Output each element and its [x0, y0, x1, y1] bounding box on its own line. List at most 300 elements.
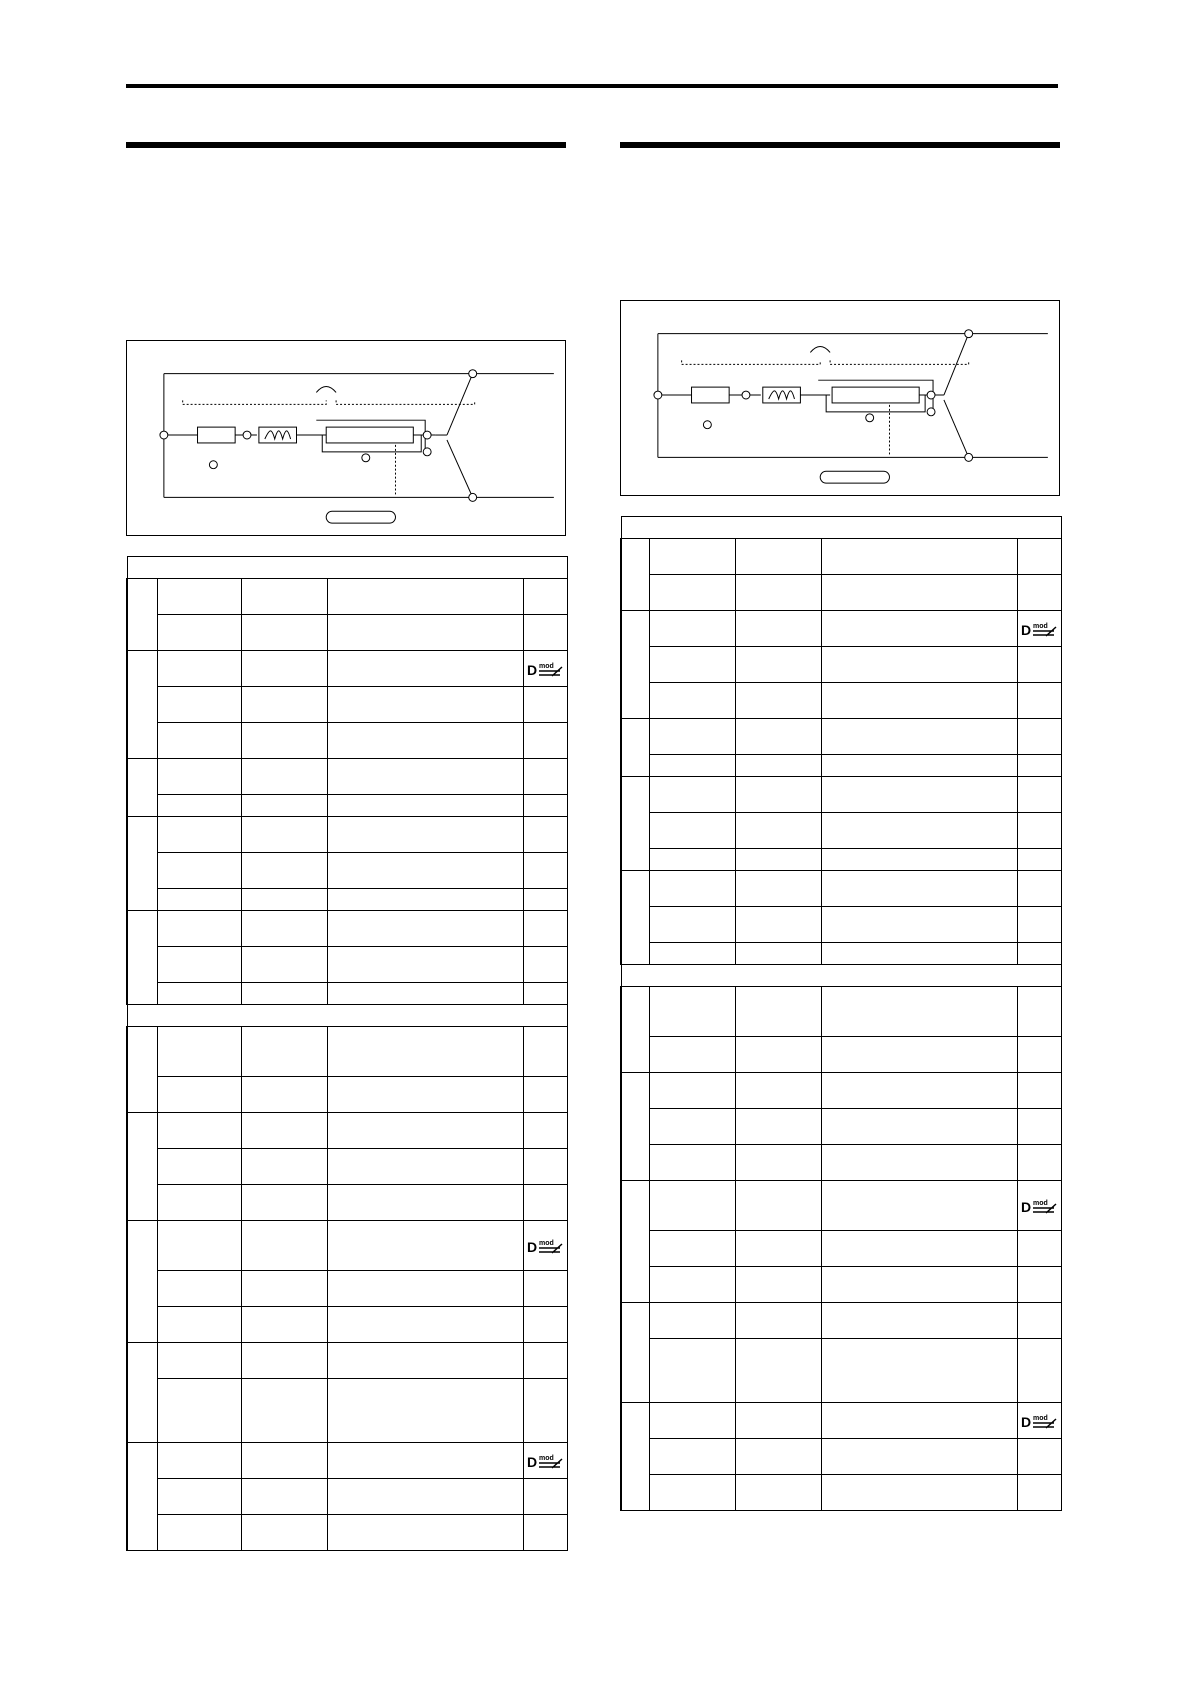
parameter-mod-cell: [523, 1443, 567, 1479]
right-diagram-svg: [621, 301, 1059, 495]
parameter-number-cell: [621, 777, 649, 871]
right-section-rule: [620, 142, 1060, 148]
table-row: [127, 817, 567, 853]
table-row: [127, 1343, 567, 1379]
table-row: [127, 1221, 567, 1271]
parameter-range-cell: [735, 755, 821, 777]
parameter-range-cell: [735, 1303, 821, 1339]
parameter-mod-cell: [1017, 1181, 1061, 1231]
parameter-name-cell: [157, 795, 241, 817]
table-row: [621, 1403, 1061, 1439]
table-row: [127, 1149, 567, 1185]
parameter-range-cell: [735, 575, 821, 611]
parameter-range-cell: [241, 1515, 327, 1551]
svg-text:mod: mod: [1033, 1199, 1048, 1207]
parameter-name-cell: [157, 911, 241, 947]
parameter-mod-cell: [1017, 1145, 1061, 1181]
section-header-cell: [621, 517, 1061, 539]
parameter-mod-cell: [1017, 1339, 1061, 1403]
parameter-range-cell: [735, 1231, 821, 1267]
table-section-header: [127, 557, 567, 579]
table-row: [127, 1185, 567, 1221]
table-row: [621, 1475, 1061, 1511]
parameter-range-cell: [241, 687, 327, 723]
parameter-description-cell: [327, 911, 523, 947]
parameter-range-cell: [735, 1073, 821, 1109]
parameter-description-cell: [821, 1181, 1017, 1231]
parameter-description-cell: [327, 723, 523, 759]
parameter-mod-cell: [523, 853, 567, 889]
parameter-name-cell: [157, 889, 241, 911]
page-top-rule: [126, 84, 1058, 88]
knob-icon: [703, 330, 972, 462]
parameter-name-cell: [157, 1271, 241, 1307]
parameter-mod-cell: [523, 1185, 567, 1221]
parameter-range-cell: [241, 911, 327, 947]
parameter-mod-cell: [523, 947, 567, 983]
parameter-description-cell: [327, 1027, 523, 1077]
parameter-mod-cell: [1017, 683, 1061, 719]
parameter-name-cell: [649, 1231, 735, 1267]
parameter-description-cell: [821, 1475, 1017, 1511]
d-mod-icon: [526, 1237, 564, 1255]
parameter-range-cell: [735, 719, 821, 755]
parameter-name-cell: [649, 813, 735, 849]
parameter-name-cell: [649, 1303, 735, 1339]
parameter-mod-cell: [1017, 1109, 1061, 1145]
parameter-mod-cell: [1017, 871, 1061, 907]
table-row: [621, 943, 1061, 965]
parameter-range-cell: [241, 1221, 327, 1271]
parameter-range-cell: [241, 817, 327, 853]
table-row: [621, 813, 1061, 849]
parameter-range-cell: [735, 777, 821, 813]
parameter-range-cell: [735, 987, 821, 1037]
parameter-mod-cell: [523, 889, 567, 911]
svg-text:D: D: [527, 661, 538, 678]
parameter-description-cell: [327, 1343, 523, 1379]
table-row: [127, 1515, 567, 1551]
parameter-mod-cell: [523, 1221, 567, 1271]
parameter-range-cell: [735, 1439, 821, 1475]
parameter-name-cell: [649, 539, 735, 575]
d-mod-icon: [526, 660, 564, 678]
parameter-number-cell: [127, 1113, 157, 1221]
parameter-range-cell: [241, 1271, 327, 1307]
parameter-mod-cell: [523, 651, 567, 687]
parameter-range-cell: [241, 1307, 327, 1343]
parameter-name-cell: [157, 1479, 241, 1515]
parameter-name-cell: [649, 575, 735, 611]
parameter-range-cell: [735, 849, 821, 871]
parameter-number-cell: [621, 1073, 649, 1181]
parameter-description-cell: [327, 889, 523, 911]
svg-text:D: D: [527, 1238, 538, 1255]
parameter-description-cell: [327, 651, 523, 687]
left-section-rule: [126, 142, 566, 148]
svg-text:mod: mod: [539, 1239, 554, 1247]
parameter-description-cell: [327, 1515, 523, 1551]
parameter-range-cell: [735, 1267, 821, 1303]
table-row: [621, 1181, 1061, 1231]
parameter-name-cell: [649, 755, 735, 777]
table-row: [621, 907, 1061, 943]
parameter-description-cell: [327, 687, 523, 723]
parameter-number-cell: [621, 1303, 649, 1403]
parameter-range-cell: [241, 1113, 327, 1149]
parameter-description-cell: [327, 983, 523, 1005]
parameter-name-cell: [649, 907, 735, 943]
parameter-description-cell: [821, 611, 1017, 647]
parameter-mod-cell: [1017, 755, 1061, 777]
parameter-name-cell: [157, 1379, 241, 1443]
parameter-name-cell: [157, 1149, 241, 1185]
table-row: [127, 1307, 567, 1343]
d-mod-icon: [526, 1452, 564, 1470]
parameter-description-cell: [821, 1109, 1017, 1145]
parameter-range-cell: [735, 1339, 821, 1403]
table-row: [127, 1077, 567, 1113]
svg-text:D: D: [1021, 1413, 1032, 1430]
parameter-range-cell: [735, 1037, 821, 1073]
table-row: [621, 1439, 1061, 1475]
parameter-range-cell: [241, 579, 327, 615]
parameter-description-cell: [327, 1379, 523, 1443]
table-row: [127, 651, 567, 687]
parameter-mod-cell: [523, 1479, 567, 1515]
table-row: [127, 615, 567, 651]
table-row: [127, 853, 567, 889]
parameter-name-cell: [157, 1515, 241, 1551]
parameter-range-cell: [735, 813, 821, 849]
parameter-range-cell: [241, 759, 327, 795]
table-row: [621, 683, 1061, 719]
parameter-range-cell: [241, 1077, 327, 1113]
parameter-description-cell: [327, 1221, 523, 1271]
parameter-mod-cell: [523, 817, 567, 853]
svg-text:mod: mod: [1033, 622, 1048, 630]
left-parameter-table: [126, 556, 568, 1551]
parameter-description-cell: [327, 1443, 523, 1479]
parameter-name-cell: [157, 1343, 241, 1379]
parameter-range-cell: [241, 1443, 327, 1479]
parameter-name-cell: [157, 1027, 241, 1077]
parameter-range-cell: [241, 1479, 327, 1515]
parameter-description-cell: [821, 1267, 1017, 1303]
parameter-mod-cell: [1017, 943, 1061, 965]
parameter-range-cell: [735, 943, 821, 965]
table-section-header: [127, 1005, 567, 1027]
parameter-description-cell: [821, 813, 1017, 849]
parameter-name-cell: [649, 647, 735, 683]
parameter-description-cell: [327, 1113, 523, 1149]
parameter-name-cell: [157, 1443, 241, 1479]
parameter-range-cell: [241, 1185, 327, 1221]
d-mod-icon: [1020, 1197, 1058, 1215]
parameter-range-cell: [241, 983, 327, 1005]
parameter-description-cell: [327, 759, 523, 795]
parameter-name-cell: [649, 1267, 735, 1303]
parameter-name-cell: [649, 871, 735, 907]
parameter-number-cell: [621, 1181, 649, 1303]
parameter-mod-cell: [523, 687, 567, 723]
parameter-description-cell: [821, 755, 1017, 777]
table-row: [127, 983, 567, 1005]
parameter-range-cell: [735, 1181, 821, 1231]
table-row: [621, 1267, 1061, 1303]
parameter-description-cell: [821, 871, 1017, 907]
svg-text:D: D: [1021, 621, 1032, 638]
table-row: [127, 1443, 567, 1479]
parameter-mod-cell: [1017, 1303, 1061, 1339]
parameter-description-cell: [821, 1439, 1017, 1475]
parameter-mod-cell: [523, 615, 567, 651]
parameter-mod-cell: [523, 1271, 567, 1307]
parameter-mod-cell: [1017, 849, 1061, 871]
parameter-description-cell: [327, 947, 523, 983]
parameter-range-cell: [241, 1379, 327, 1443]
parameter-description-cell: [821, 943, 1017, 965]
table-row: [621, 987, 1061, 1037]
parameter-range-cell: [241, 853, 327, 889]
parameter-mod-cell: [1017, 719, 1061, 755]
table-row: [127, 579, 567, 615]
table-row: [621, 539, 1061, 575]
parameter-range-cell: [735, 1475, 821, 1511]
parameter-mod-cell: [523, 983, 567, 1005]
parameter-name-cell: [649, 611, 735, 647]
parameter-mod-cell: [523, 1307, 567, 1343]
parameter-description-cell: [327, 1307, 523, 1343]
parameter-name-cell: [157, 983, 241, 1005]
parameter-description-cell: [327, 615, 523, 651]
parameter-name-cell: [157, 615, 241, 651]
parameter-range-cell: [735, 683, 821, 719]
parameter-number-cell: [621, 719, 649, 777]
parameter-mod-cell: [1017, 611, 1061, 647]
parameter-name-cell: [649, 849, 735, 871]
parameter-number-cell: [621, 1403, 649, 1511]
parameter-mod-cell: [1017, 1037, 1061, 1073]
parameter-name-cell: [649, 1145, 735, 1181]
parameter-mod-cell: [1017, 647, 1061, 683]
parameter-mod-cell: [1017, 1403, 1061, 1439]
parameter-name-cell: [649, 683, 735, 719]
parameter-name-cell: [157, 759, 241, 795]
table-row: [127, 759, 567, 795]
parameter-range-cell: [241, 947, 327, 983]
table-row: [621, 1037, 1061, 1073]
parameter-description-cell: [327, 1149, 523, 1185]
parameter-description-cell: [327, 817, 523, 853]
parameter-mod-cell: [1017, 1439, 1061, 1475]
parameter-number-cell: [127, 911, 157, 1005]
parameter-description-cell: [821, 1037, 1017, 1073]
table-row: [621, 611, 1061, 647]
parameter-number-cell: [127, 1443, 157, 1551]
parameter-description-cell: [327, 1185, 523, 1221]
parameter-description-cell: [821, 1145, 1017, 1181]
parameter-name-cell: [649, 943, 735, 965]
parameter-range-cell: [241, 795, 327, 817]
parameter-mod-cell: [1017, 1267, 1061, 1303]
parameter-name-cell: [157, 687, 241, 723]
parameter-name-cell: [157, 579, 241, 615]
parameter-name-cell: [649, 1439, 735, 1475]
parameter-description-cell: [821, 683, 1017, 719]
parameter-name-cell: [649, 987, 735, 1037]
section-header-cell: [127, 1005, 567, 1027]
table-row: [621, 1231, 1061, 1267]
parameter-name-cell: [157, 723, 241, 759]
parameter-description-cell: [821, 777, 1017, 813]
parameter-range-cell: [735, 611, 821, 647]
parameter-mod-cell: [1017, 813, 1061, 849]
parameter-mod-cell: [523, 795, 567, 817]
parameter-number-cell: [127, 759, 157, 817]
parameter-name-cell: [649, 1109, 735, 1145]
parameter-description-cell: [821, 1231, 1017, 1267]
parameter-description-cell: [821, 1073, 1017, 1109]
parameter-range-cell: [735, 1109, 821, 1145]
parameter-name-cell: [649, 1403, 735, 1439]
table-row: [127, 1027, 567, 1077]
parameter-name-cell: [649, 1475, 735, 1511]
parameter-range-cell: [735, 871, 821, 907]
table-row: [621, 777, 1061, 813]
parameter-mod-cell: [523, 1149, 567, 1185]
parameter-description-cell: [821, 575, 1017, 611]
parameter-range-cell: [241, 1027, 327, 1077]
parameter-range-cell: [241, 723, 327, 759]
svg-text:D: D: [527, 1453, 538, 1470]
table-row: [127, 947, 567, 983]
parameter-name-cell: [157, 1113, 241, 1149]
parameter-range-cell: [241, 1343, 327, 1379]
table-row: [621, 575, 1061, 611]
parameter-range-cell: [241, 1149, 327, 1185]
parameter-name-cell: [157, 1307, 241, 1343]
parameter-description-cell: [327, 1271, 523, 1307]
table-row: [621, 1109, 1061, 1145]
parameter-description-cell: [821, 539, 1017, 575]
parameter-description-cell: [821, 849, 1017, 871]
parameter-name-cell: [649, 1181, 735, 1231]
table-row: [127, 1271, 567, 1307]
parameter-number-cell: [621, 987, 649, 1073]
parameter-number-cell: [127, 1027, 157, 1113]
table-row: [127, 687, 567, 723]
table-row: [621, 755, 1061, 777]
parameter-mod-cell: [1017, 1231, 1061, 1267]
parameter-range-cell: [735, 647, 821, 683]
parameter-mod-cell: [1017, 539, 1061, 575]
parameter-name-cell: [649, 1339, 735, 1403]
section-header-cell: [621, 965, 1061, 987]
parameter-description-cell: [821, 1339, 1017, 1403]
table-section-header: [621, 517, 1061, 539]
parameter-description-cell: [327, 1077, 523, 1113]
parameter-name-cell: [649, 1073, 735, 1109]
parameter-description-cell: [327, 1479, 523, 1515]
parameter-range-cell: [241, 615, 327, 651]
parameter-number-cell: [127, 579, 157, 651]
parameter-mod-cell: [1017, 777, 1061, 813]
parameter-description-cell: [327, 795, 523, 817]
table-row: [621, 647, 1061, 683]
parameter-name-cell: [157, 1077, 241, 1113]
parameter-name-cell: [157, 853, 241, 889]
table-row: [127, 723, 567, 759]
parameter-number-cell: [621, 871, 649, 965]
parameter-name-cell: [157, 1221, 241, 1271]
parameter-number-cell: [621, 539, 649, 611]
right-parameter-table: [620, 516, 1062, 1511]
parameter-mod-cell: [1017, 987, 1061, 1037]
parameter-mod-cell: [523, 1113, 567, 1149]
d-mod-icon: [1020, 1412, 1058, 1430]
parameter-name-cell: [649, 777, 735, 813]
svg-text:mod: mod: [1033, 1414, 1048, 1422]
parameter-mod-cell: [523, 579, 567, 615]
table-row: [621, 1303, 1061, 1339]
parameter-mod-cell: [523, 759, 567, 795]
d-mod-icon: [1020, 620, 1058, 638]
left-block-diagram: [126, 340, 566, 536]
parameter-name-cell: [649, 719, 735, 755]
parameter-mod-cell: [523, 1027, 567, 1077]
parameter-description-cell: [821, 987, 1017, 1037]
parameter-name-cell: [157, 1185, 241, 1221]
table-row: [127, 889, 567, 911]
parameter-number-cell: [127, 651, 157, 759]
table-row: [127, 911, 567, 947]
right-block-diagram: [620, 300, 1060, 496]
parameter-range-cell: [241, 651, 327, 687]
table-row: [621, 849, 1061, 871]
left-diagram-svg: [127, 341, 565, 535]
section-header-cell: [127, 557, 567, 579]
table-row: [621, 871, 1061, 907]
parameter-description-cell: [821, 1303, 1017, 1339]
parameter-name-cell: [157, 817, 241, 853]
svg-text:D: D: [1021, 1198, 1032, 1215]
table-row: [621, 1339, 1061, 1403]
parameter-mod-cell: [523, 911, 567, 947]
parameter-mod-cell: [523, 1515, 567, 1551]
parameter-range-cell: [241, 889, 327, 911]
table-row: [127, 1379, 567, 1443]
parameter-mod-cell: [523, 1343, 567, 1379]
parameter-name-cell: [157, 651, 241, 687]
parameter-name-cell: [649, 1037, 735, 1073]
table-row: [127, 1113, 567, 1149]
parameter-mod-cell: [523, 1379, 567, 1443]
parameter-range-cell: [735, 1145, 821, 1181]
parameter-name-cell: [157, 947, 241, 983]
table-row: [127, 795, 567, 817]
parameter-range-cell: [735, 539, 821, 575]
parameter-description-cell: [327, 853, 523, 889]
table-row: [127, 1479, 567, 1515]
parameter-number-cell: [127, 1221, 157, 1343]
parameter-mod-cell: [1017, 1073, 1061, 1109]
parameter-range-cell: [735, 1403, 821, 1439]
table-row: [621, 719, 1061, 755]
parameter-mod-cell: [523, 723, 567, 759]
parameter-mod-cell: [523, 1077, 567, 1113]
parameter-number-cell: [127, 817, 157, 911]
